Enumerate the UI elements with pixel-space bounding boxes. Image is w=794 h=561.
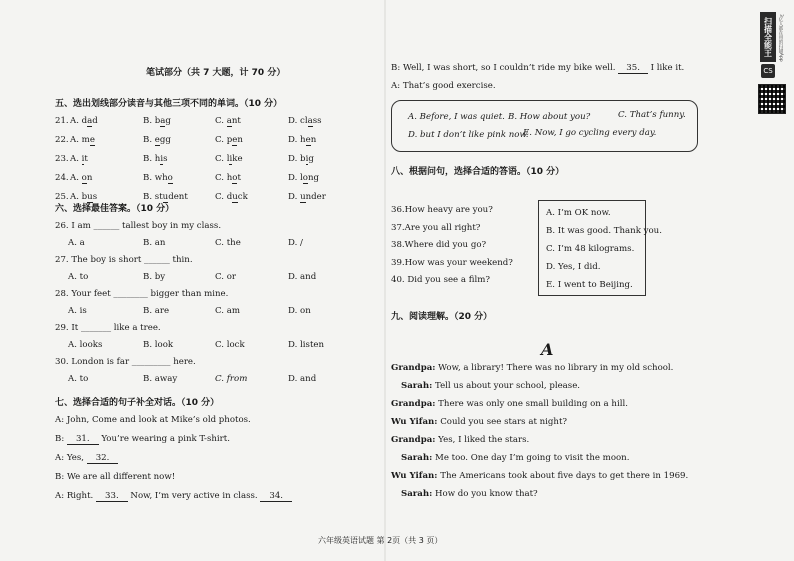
- option-d: D. big: [288, 154, 314, 164]
- choice-b: B. an: [143, 238, 166, 248]
- answer-blank: 34.: [260, 492, 292, 502]
- underlined-letter: o: [232, 173, 238, 183]
- choice-d: D. on: [288, 306, 311, 316]
- choice-b: B. away: [143, 374, 178, 384]
- option-d: D. class: [288, 116, 322, 126]
- underlined-letter: o: [167, 173, 173, 183]
- choice-a: A. a: [68, 238, 85, 248]
- question-item: 39.How was your weekend?: [391, 257, 513, 268]
- answer-item: A. I’m OK now.: [546, 208, 611, 218]
- choice-c: C. lock: [215, 340, 245, 350]
- choice-b: B. are: [143, 306, 170, 316]
- option-b: B. bag: [143, 116, 171, 126]
- option-d: D. hen: [288, 135, 317, 145]
- answer-item: D. Yes, I did.: [546, 262, 601, 272]
- speaker-name: Sarah:: [401, 489, 433, 499]
- option-b: B. egg: [143, 135, 171, 145]
- part5-heading: 五、选出划线部分读音与其他三项不同的单词。（10 分）: [55, 99, 283, 109]
- question-text: 26. I am ______ tallest boy in my class.: [55, 221, 222, 231]
- option-c: C. duck: [215, 192, 248, 202]
- question-item: 40. Did you see a film?: [391, 275, 490, 285]
- option-a: A. Before, I was quiet.: [408, 112, 505, 122]
- underlined-letter: u: [162, 192, 169, 202]
- choice-d: D. and: [288, 272, 317, 282]
- passage-line: Grandpa: Wow, a library! There was no library in my old school.: [391, 363, 674, 373]
- page-fold: [384, 0, 386, 561]
- dialog-line-a: A: That’s good exercise.: [391, 81, 496, 91]
- part7-heading: 七、选择合适的句子补全对话。（10 分）: [55, 398, 220, 408]
- choice-c: C. or: [215, 272, 237, 282]
- underlined-letter: u: [300, 192, 306, 202]
- options-box: [391, 100, 698, 152]
- option-c: C. pen: [215, 135, 243, 145]
- underlined-letter: e: [89, 135, 95, 145]
- answer-blank: 31.: [67, 435, 99, 445]
- answer-blank: ______: [144, 255, 170, 265]
- choice-a: A. to: [68, 272, 89, 282]
- page-footer: 六年级英语试题 第 2页（共 3 页）: [318, 536, 443, 545]
- answer-blank: 33.: [96, 492, 128, 502]
- question-item: 37.Are you all right?: [391, 222, 481, 233]
- underlined-letter: e: [232, 135, 238, 145]
- dialogue-line: A: John, Come and look at Mike’s old photos.: [55, 415, 251, 425]
- answer-item: B. It was good. Thank you.: [546, 226, 662, 236]
- brand-subtitle: 3亿人都在用的扫描App: [778, 14, 783, 62]
- option-d: D. long: [288, 173, 320, 183]
- answer-blank: _______: [80, 323, 112, 333]
- option-a: A. dad: [70, 116, 98, 126]
- question-text: 29. It _______ like a tree.: [55, 323, 161, 333]
- blank-35: 35.: [618, 64, 648, 74]
- option-c: C. That’s funny.: [618, 110, 686, 120]
- speaker-name: Sarah:: [401, 381, 433, 391]
- underlined-letter: e: [154, 135, 160, 145]
- passage-line: Sarah: Tell us about your school, please.: [401, 381, 581, 391]
- option-c: C. like: [215, 154, 243, 164]
- answer-blank: ________: [113, 289, 148, 299]
- question-number: 25.: [55, 192, 69, 202]
- speaker-name: Wu Yifan:: [391, 471, 438, 481]
- option-d: D. but I don’t like pink now.: [408, 130, 529, 140]
- part9-heading: 九、阅读理解。（20 分）: [391, 312, 493, 322]
- choice-a: A. is: [68, 306, 87, 316]
- choice-a: A. looks: [68, 340, 103, 350]
- part6-heading: 六、选择最佳答案。（10 分）: [55, 204, 175, 214]
- choice-c: C. from: [215, 374, 248, 384]
- passage-line: Wu Yifan: Could you see stars at night?: [391, 417, 568, 427]
- choice-d: D. and: [288, 374, 317, 384]
- passage-line: Grandpa: There was only one small building on a hill.: [391, 399, 628, 409]
- choice-d: D. /: [288, 238, 303, 248]
- passage-line: Sarah: Me too. One day I’m going to visit the moon.: [401, 453, 630, 463]
- option-a: A. it: [70, 154, 88, 164]
- choice-b: B. look: [143, 340, 174, 350]
- speaker-name: Grandpa:: [391, 363, 436, 373]
- question-text: 30. London is far _________ here.: [55, 357, 196, 367]
- section-title: 笔试部分（共 7 大题，计 70 分）: [146, 68, 286, 78]
- speaker-name: Grandpa:: [391, 399, 436, 409]
- question-number: 22.: [55, 135, 69, 145]
- underlined-letter: a: [160, 116, 166, 126]
- choice-d: D. listen: [288, 340, 325, 350]
- question-text: 28. Your feet ________ bigger than mine.: [55, 289, 229, 299]
- question-item: 38.Where did you go?: [391, 240, 487, 250]
- underlined-letter: a: [87, 116, 93, 126]
- underlined-letter: u: [232, 192, 238, 202]
- dialogue-line: A: Right. 33. Now, I’m very active in class. 34.: [55, 492, 292, 502]
- option-a: A. bus: [70, 192, 98, 202]
- underlined-letter: o: [81, 173, 87, 183]
- option-d: D. under: [288, 192, 326, 202]
- option-b: B. his: [143, 154, 168, 164]
- dialogue-line: B: 31. You’re wearing a pink T-shirt.: [55, 434, 230, 444]
- question-number: 21.: [55, 116, 69, 126]
- underlined-letter: o: [302, 173, 308, 183]
- passage-label: A: [541, 340, 554, 359]
- answer-item: E. I went to Beijing.: [546, 280, 633, 290]
- speaker-name: Grandpa:: [391, 435, 436, 445]
- question-number: 24.: [55, 173, 69, 183]
- answer-blank: ______: [93, 221, 120, 231]
- answer-item: C. I’m 48 kilograms.: [546, 244, 635, 254]
- choice-c: C. am: [215, 306, 241, 316]
- underlined-letter: u: [87, 192, 93, 202]
- dialog-line-b: B: Well, I was short, so I couldn’t ride my bike well. 35. I like it.: [391, 63, 685, 73]
- option-b: B. who: [143, 173, 173, 183]
- speaker-name: Sarah:: [401, 453, 433, 463]
- underlined-letter: a: [226, 116, 232, 126]
- dialogue-line: A: Yes, 32.: [55, 454, 118, 464]
- question-text: 27. The boy is short ______ thin.: [55, 255, 193, 265]
- answer-blank: _________: [131, 357, 171, 367]
- option-e: E. Now, I go cycling every day.: [523, 128, 657, 138]
- underlined-letter: i: [305, 154, 309, 164]
- underlined-letter: i: [229, 154, 233, 164]
- choice-a: A. to: [68, 374, 89, 384]
- option-c: C. ant: [215, 116, 241, 126]
- passage-line: Sarah: How do you know that?: [401, 489, 538, 499]
- brand-label: 扫描全能王: [760, 12, 776, 62]
- passage-line: Grandpa: Yes, I liked the stars.: [391, 435, 530, 445]
- choice-b: B. by: [143, 272, 166, 282]
- choice-c: C. the: [215, 238, 241, 248]
- answer-blank: 32.: [87, 454, 119, 464]
- speaker-name: Wu Yifan:: [391, 417, 438, 427]
- option-a: A. on: [70, 173, 93, 183]
- option-a: A. me: [70, 135, 95, 145]
- dialogue-line: B: We are all different now!: [55, 472, 176, 482]
- option-b: B. How about you?: [508, 112, 591, 122]
- underlined-letter: a: [307, 116, 313, 126]
- underlined-letter: i: [81, 154, 85, 164]
- passage-line: Wu Yifan: The Americans took about five days to get there in 1969.: [391, 471, 689, 481]
- part8-heading: 八、根据问句，选择合适的答语。（10 分）: [391, 167, 565, 177]
- camscanner-icon: CS: [761, 64, 775, 78]
- question-item: 36.How heavy are you?: [391, 205, 493, 215]
- qr-code-icon: [758, 84, 786, 114]
- underlined-letter: i: [160, 154, 164, 164]
- option-c: C. hot: [215, 173, 241, 183]
- question-number: 23.: [55, 154, 69, 164]
- underlined-letter: e: [305, 135, 311, 145]
- option-b: B. student: [143, 192, 188, 202]
